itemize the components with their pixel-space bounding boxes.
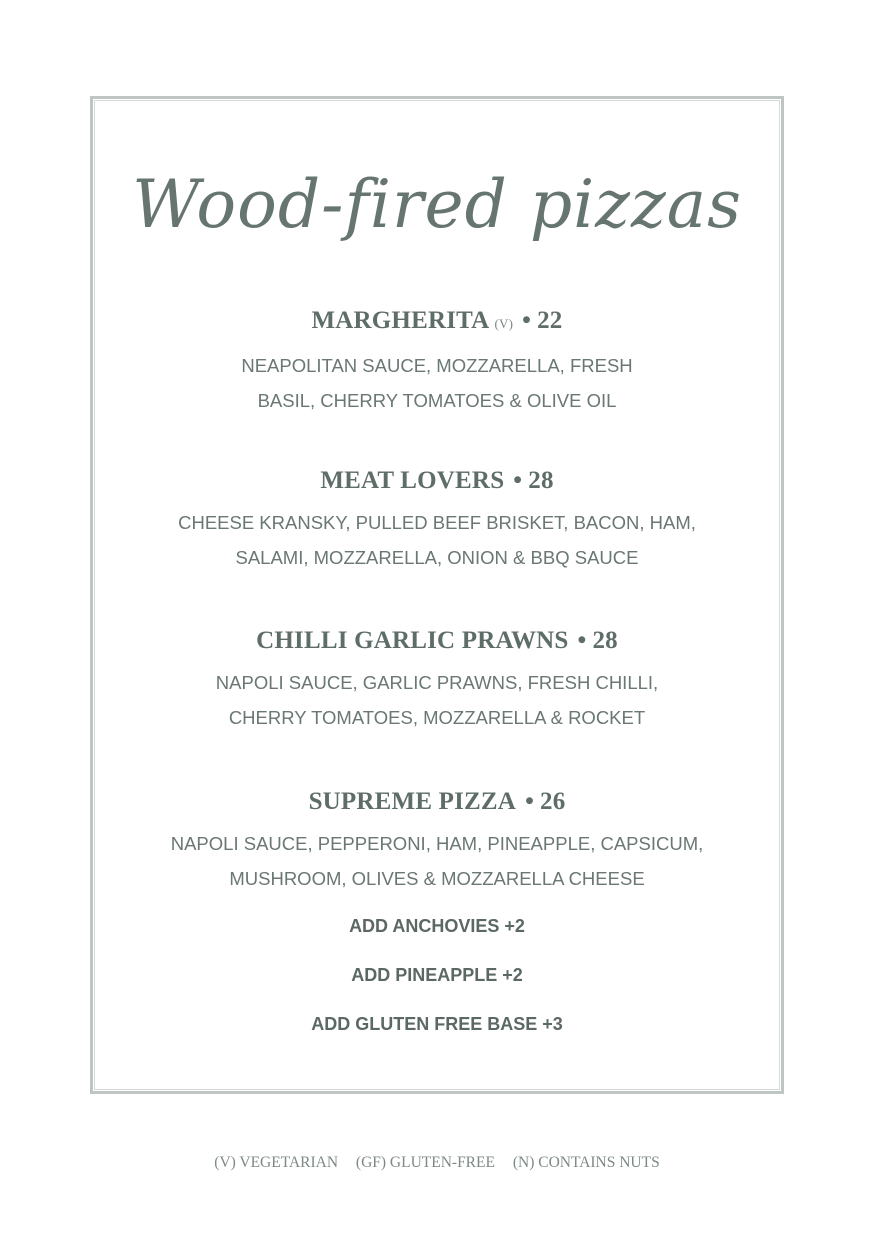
item-description-line: MUSHROOM, OLIVES & MOZZARELLA CHEESE [229,868,645,889]
bullet-separator: • [525,788,535,815]
item-description-line: CHEESE KRANSKY, PULLED BEEF BRISKET, BACON, HAM, [178,512,696,533]
item-description [0,665,874,735]
item-price: 28 [528,467,554,494]
item-price: 22 [537,307,563,334]
legend-vegetarian: (V) VEGETARIAN [214,1154,339,1171]
item-description [0,505,874,575]
menu-title: Wood-fired pizzas [132,166,742,243]
menu-item-meat-lovers [0,466,874,575]
addon-gluten-free-base: ADD GLUTEN FREE BASE +3 [311,1014,563,1034]
dietary-legend [0,1153,874,1173]
item-description-line: BASIL, CHERRY TOMATOES & OLIVE OIL [257,390,617,411]
legend-contains-nuts: (N) CONTAINS NUTS [512,1154,660,1171]
item-name: CHILLI GARLIC PRAWNS [256,627,569,654]
menu-item-margherita [0,306,874,418]
item-description-line: NAPOLI SAUCE, GARLIC PRAWNS, FRESH CHILLI, [215,672,659,693]
bullet-separator: • [513,467,523,494]
legend-gluten-free: (GF) GLUTEN-FREE [355,1154,495,1171]
item-description-line: NAPOLI SAUCE, PEPPERONI, HAM, PINEAPPLE, CAPSICUM, [170,833,704,854]
menu-item-supreme-pizza [0,787,874,896]
item-name: MEAT LOVERS [320,467,505,494]
addon-anchovies: ADD ANCHOVIES +2 [349,916,525,936]
item-price: 26 [540,788,566,815]
bullet-separator: • [522,307,532,334]
item-description [0,826,874,896]
item-heading [0,626,874,656]
item-name: MARGHERITA [311,307,489,334]
item-description-line: SALAMI, MOZZARELLA, ONION & BBQ SAUCE [235,547,639,568]
item-description-line: NEAPOLITAN SAUCE, MOZZARELLA, FRESH [241,355,633,376]
item-description [0,348,874,418]
item-name: SUPREME PIZZA [308,788,517,815]
item-heading [0,306,874,339]
item-description-line: CHERRY TOMATOES, MOZZARELLA & ROCKET [228,707,646,728]
menu-item-chilli-garlic-prawns [0,626,874,735]
addon-pineapple: ADD PINEAPPLE +2 [351,965,523,985]
item-price: 28 [592,627,618,654]
bullet-separator: • [577,627,587,654]
item-heading [0,787,874,817]
vegetarian-tag: (V) [494,316,514,331]
item-heading [0,466,874,496]
